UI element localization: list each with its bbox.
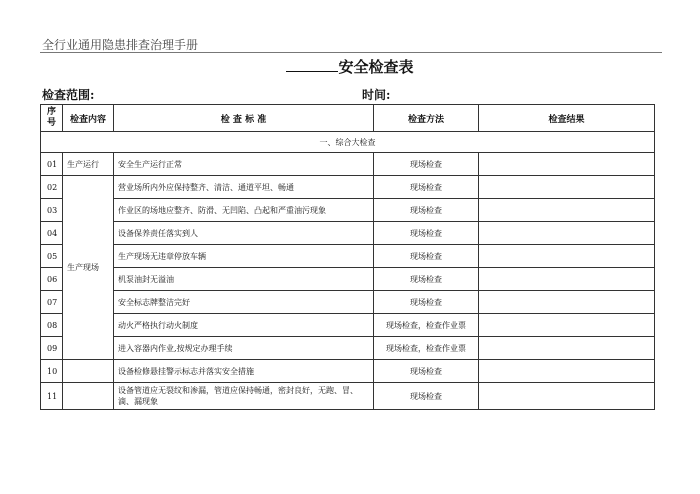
row-result[interactable] <box>479 360 655 383</box>
row-result[interactable] <box>479 383 655 410</box>
title-text: 安全检查表 <box>338 58 414 76</box>
row-method: 现场检查 <box>374 153 479 176</box>
row-result[interactable] <box>479 268 655 291</box>
table-row <box>41 245 655 268</box>
row-index: 10 <box>41 360 63 383</box>
row-method: 现场检查 <box>374 245 479 268</box>
table-row <box>41 222 655 245</box>
row-result[interactable] <box>479 176 655 199</box>
table-row <box>41 337 655 360</box>
row-standard: 安全生产运行正常 <box>114 153 374 176</box>
row-index: 07 <box>41 291 63 314</box>
scope-label: 检查范围: <box>42 88 95 102</box>
row-standard: 设备保养责任落实到人 <box>114 222 374 245</box>
row-standard: 营业场所内外应保持整齐、清洁、通道平坦、畅通 <box>114 176 374 199</box>
row-content-empty <box>63 383 114 410</box>
table-row <box>41 360 655 383</box>
row-method: 现场检查 <box>374 222 479 245</box>
row-index: 11 <box>41 383 63 410</box>
row-index: 03 <box>41 199 63 222</box>
row-method: 现场检查 <box>374 268 479 291</box>
col-header-content: 检查内容 <box>63 105 114 132</box>
row-index: 05 <box>41 245 63 268</box>
table-row <box>41 291 655 314</box>
document-header: 全行业通用隐患排查治理手册 <box>42 38 199 52</box>
row-index: 06 <box>41 268 63 291</box>
row-standard: 进入容器内作业,按规定办理手续 <box>114 337 374 360</box>
row-method: 现场检查 <box>374 360 479 383</box>
row-content: 生产现场 <box>63 176 114 360</box>
row-index: 09 <box>41 337 63 360</box>
time-label: 时间: <box>362 88 391 102</box>
table-row <box>41 176 655 199</box>
row-method: 现场检查 <box>374 383 479 410</box>
row-method: 现场检查 <box>374 199 479 222</box>
row-standard: 设备管道应无裂纹和渗漏，管道应保持畅通，密封良好，无跑、冒、滴、漏现象 <box>114 383 374 410</box>
row-standard: 动火严格执行动火制度 <box>114 314 374 337</box>
section-row <box>41 132 655 153</box>
row-result[interactable] <box>479 291 655 314</box>
table-row <box>41 199 655 222</box>
table-row <box>41 314 655 337</box>
page-title <box>0 56 700 77</box>
col-header-index: 序 号 <box>41 105 63 132</box>
row-index: 04 <box>41 222 63 245</box>
table-row <box>41 383 655 410</box>
row-standard: 机泵油封无溢油 <box>114 268 374 291</box>
row-method: 现场检查 <box>374 176 479 199</box>
row-index: 01 <box>41 153 63 176</box>
row-result[interactable] <box>479 314 655 337</box>
row-standard: 作业区的场地应整齐、防滑、无凹陷、凸起和严重油污现象 <box>114 199 374 222</box>
table-header-row <box>41 105 655 132</box>
col-header-standard: 检 查 标 准 <box>114 105 374 132</box>
row-result[interactable] <box>479 222 655 245</box>
row-result[interactable] <box>479 337 655 360</box>
row-result[interactable] <box>479 245 655 268</box>
row-standard: 生产现场无违章停放车辆 <box>114 245 374 268</box>
row-result[interactable] <box>479 199 655 222</box>
row-standard: 设备检修悬挂警示标志并落实安全措施 <box>114 360 374 383</box>
col-header-result: 检查结果 <box>479 105 655 132</box>
col-header-method: 检查方法 <box>374 105 479 132</box>
row-result[interactable] <box>479 153 655 176</box>
row-method: 现场检查，检查作业票 <box>374 314 479 337</box>
row-standard: 安全标志牌整洁完好 <box>114 291 374 314</box>
table-row <box>41 153 655 176</box>
row-method: 现场检查 <box>374 291 479 314</box>
row-index: 02 <box>41 176 63 199</box>
row-content: 生产运行 <box>63 153 114 176</box>
section-title: 一、综合大检查 <box>41 132 655 153</box>
title-blank-line <box>286 59 338 72</box>
header-divider <box>40 52 662 53</box>
row-content-empty <box>63 360 114 383</box>
table-row <box>41 268 655 291</box>
row-method: 现场检查，检查作业票 <box>374 337 479 360</box>
row-index: 08 <box>41 314 63 337</box>
inspection-table <box>40 104 655 410</box>
